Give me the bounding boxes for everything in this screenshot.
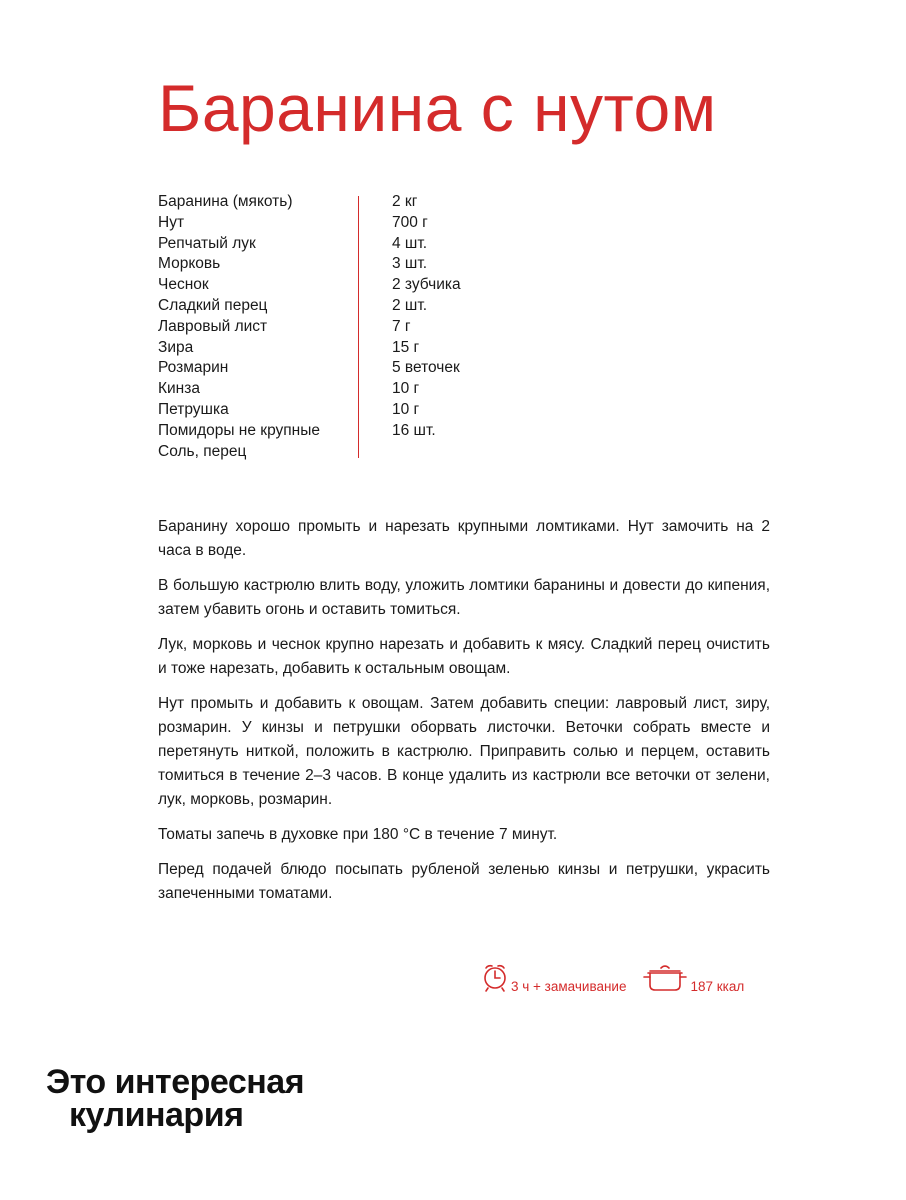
brand-line-2: кулинария <box>69 1096 244 1134</box>
ingredient-row <box>158 338 578 359</box>
ingredient-row <box>158 254 578 275</box>
ingredient-row <box>158 442 578 463</box>
brand-logo <box>46 1063 305 1134</box>
ingredient-qty: 5 веточек <box>392 359 460 377</box>
ingredient-name: Кинза <box>158 380 200 398</box>
ingredient-qty: 2 кг <box>392 193 418 210</box>
alarm-clock-icon <box>482 962 508 997</box>
ingredient-name: Зира <box>158 338 194 356</box>
ingredient-name: Лавровый лист <box>158 317 268 335</box>
step-paragraph: В большую кастрюлю влить воду, уложить ломтики баранины и довести до кипения, затем убавить огонь и оставить томиться. <box>158 577 770 618</box>
recipe-title: Баранина с нутом <box>158 71 717 145</box>
ingredients-list <box>158 192 578 462</box>
ingredient-name: Репчатый лук <box>158 234 256 252</box>
ingredient-row <box>158 317 578 338</box>
ingredient-row <box>158 379 578 400</box>
recipe-steps <box>158 515 770 917</box>
ingredient-qty: 10 г <box>392 380 420 398</box>
ingredient-qty: 15 г <box>392 338 420 356</box>
ingredient-name: Морковь <box>158 255 221 273</box>
cooking-time <box>482 962 626 997</box>
ingredient-row <box>158 275 578 296</box>
step-paragraph: Томаты запечь в духовке при 180 °С в течение 7 минут. <box>158 826 558 843</box>
ingredients-divider <box>358 196 359 458</box>
brand-line-1: Это интересная <box>46 1063 305 1101</box>
ingredient-qty: 3 шт. <box>392 255 428 273</box>
ingredient-row <box>158 192 578 213</box>
ingredient-name: Соль, перец <box>158 442 247 460</box>
ingredient-name: Сладкий перец <box>158 296 268 314</box>
ingredient-name: Чеснок <box>158 276 209 294</box>
step-paragraph: Нут промыть и добавить к овощам. Затем добавить специи: лавровый лист, зиру, розмарин. У кинзы и петрушки оборвать листочки. Веточки собрать вместе и перетянуть ниткой, положить в кастрюлю. Приправить солью и перцем, оставить томиться в течение 2–3 часов. В конце удалить из кастрюли все веточки от зелени, лук, морковь, розмарин. <box>158 695 770 808</box>
ingredient-qty: 2 шт. <box>392 296 428 314</box>
ingredient-row <box>158 358 578 379</box>
pot-icon <box>642 963 688 996</box>
ingredient-name: Розмарин <box>158 359 229 377</box>
ingredient-name: Баранина (мякоть) <box>158 193 293 210</box>
ingredient-row <box>158 400 578 421</box>
ingredient-name: Нут <box>158 213 185 231</box>
ingredient-qty: 2 зубчика <box>392 276 461 294</box>
ingredient-row <box>158 213 578 234</box>
ingredient-name: Помидоры не крупные <box>158 421 320 439</box>
recipe-info <box>482 962 744 996</box>
step-paragraph: Баранину хорошо промыть и нарезать крупными ломтиками. Нут замочить на 2 часа в воде. <box>158 518 770 559</box>
ingredient-qty: 7 г <box>392 317 411 335</box>
ingredient-qty: 700 г <box>392 213 428 231</box>
step-paragraph: Перед подачей блюдо посыпать рубленой зеленью кинзы и петрушки, украсить запеченными томатами. <box>158 861 770 902</box>
step-paragraph: Лук, морковь и чеснок крупно нарезать и добавить к мясу. Сладкий перец очистить и тоже нарезать, добавить к остальным овощам. <box>158 636 770 677</box>
ingredient-row <box>158 234 578 255</box>
calories <box>642 963 744 996</box>
cooking-time-label: 3 ч + замачивание <box>511 978 627 994</box>
calories-label: 187 ккал <box>690 978 745 994</box>
ingredient-qty: 16 шт. <box>392 421 436 439</box>
ingredient-qty: 4 шт. <box>392 234 428 252</box>
ingredient-row <box>158 296 578 317</box>
ingredient-qty: 10 г <box>392 400 420 418</box>
ingredient-name: Петрушка <box>158 400 229 418</box>
ingredient-row <box>158 421 578 442</box>
